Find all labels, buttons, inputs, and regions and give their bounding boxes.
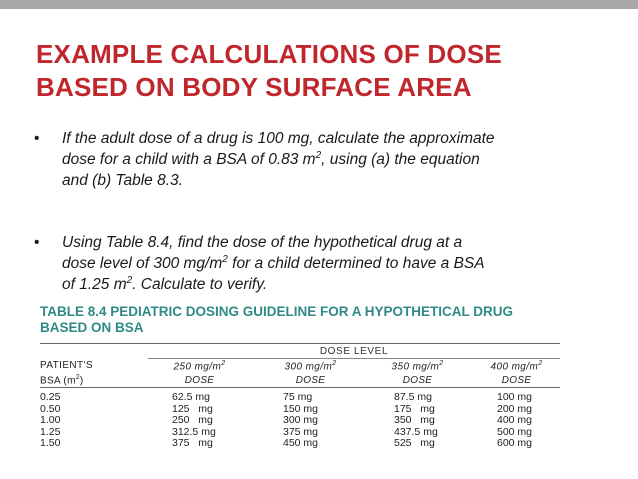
level-400-header: 400 $mg/m^2$ <box>473 359 560 374</box>
level-350-header: 350 $mg/m^2$ <box>370 359 465 374</box>
bullet-2-sup-a: 2 <box>222 253 228 265</box>
bullet-1-line2b: , using (a) the equation <box>321 151 480 168</box>
dose-cell: 300 mg <box>283 414 319 426</box>
bullet-dot: • <box>34 130 40 147</box>
dosing-table <box>40 343 560 450</box>
table-title <box>40 304 513 336</box>
slide-title-line1: EXAMPLE CALCULATIONS OF DOSE <box>36 39 502 69</box>
bullet-2-line1: Using Table 8.4, find the dose of the hypothetical drug at a <box>62 234 463 251</box>
dose-cell: 87.5 mg <box>394 391 432 403</box>
table-header-row-3 <box>40 373 560 388</box>
dose-cell: 75 mg <box>283 391 313 403</box>
dose-cell: 600 mg <box>497 437 533 449</box>
dose-cell: 125 mg <box>172 402 213 415</box>
bullet-2 <box>34 232 622 295</box>
bullet-2-sup-b: 2 <box>126 274 133 286</box>
dose-cell: 312.5 mg <box>172 425 216 438</box>
bullet-1 <box>34 128 622 191</box>
dose-level-header: DOSE LEVEL <box>148 344 560 359</box>
bullet-1-sup: 2 <box>315 149 322 161</box>
dose-header: DOSE <box>473 373 560 388</box>
dose-cell: 437.5 mg <box>394 425 438 438</box>
table-header-row-2 <box>40 359 560 374</box>
bullet-2-line2a: dose level of 300 mg/m <box>62 255 223 272</box>
bullet-1-line2a: dose for a child with a BSA of 0.83 m <box>62 151 316 168</box>
dose-cell: 175 mg <box>394 402 435 415</box>
dose-cell: 250 mg <box>172 414 213 426</box>
dose-cell: 525 mg <box>394 437 435 449</box>
dose-cell: 100 mg <box>497 391 533 403</box>
bsa-cell: 1.25 <box>40 425 61 438</box>
bsa-cell: 0.50 <box>40 402 61 415</box>
top-rule <box>0 0 638 9</box>
dose-cell: 375 mg <box>172 437 213 449</box>
bullet-2-line3a: of 1.25 m <box>62 276 127 293</box>
dose-header: DOSE <box>259 373 362 388</box>
dose-cell: 500 mg <box>497 425 533 438</box>
bullet-dot: • <box>34 234 40 251</box>
dose-cell: 200 mg <box>497 402 533 415</box>
dose-cell: 350 mg <box>394 414 435 426</box>
bullet-1-line3: and (b) Table 8.3. <box>62 172 183 189</box>
level-300-header: 300 $mg/m^2$ <box>259 359 362 374</box>
dose-cell: 450 mg <box>283 437 319 449</box>
slide-title <box>36 38 502 104</box>
table-row <box>40 438 560 450</box>
bullet-1-line1: If the adult dose of a drug is 100 mg, calculate the approximate <box>62 130 495 147</box>
bsa-cell: 1.50 <box>40 437 61 449</box>
patient-header: PATIENT'S <box>40 360 93 372</box>
dose-cell: 150 mg <box>283 402 319 415</box>
dose-cell: 62.5 mg <box>172 391 210 403</box>
table-title-line2: BASED ON BSA <box>40 320 144 335</box>
bsa-header: BSA $(m^2)$ <box>40 373 140 388</box>
table-header-row-1 <box>40 344 560 359</box>
table-title-line1: TABLE 8.4 PEDIATRIC DOSING GUIDELINE FOR A HYPOTHETICAL DRUG <box>40 304 514 319</box>
bullet-2-line2b: for a child determined to have a BSA <box>227 255 485 272</box>
bullet-2-line3b: . Calculate to verify. <box>132 276 268 293</box>
dose-cell: 375 mg <box>283 425 319 438</box>
dose-header: DOSE <box>148 373 251 388</box>
dose-header: DOSE <box>370 373 465 388</box>
table-row <box>40 388 560 404</box>
level-250-header: 250 $mg/m^2$ <box>148 359 251 374</box>
table-row <box>40 415 560 427</box>
bsa-cell: 0.25 <box>40 391 61 403</box>
slide-title-line2: BASED ON BODY SURFACE AREA <box>36 72 472 102</box>
bsa-cell: 1.00 <box>40 414 61 426</box>
dose-cell: 400 mg <box>497 414 533 426</box>
